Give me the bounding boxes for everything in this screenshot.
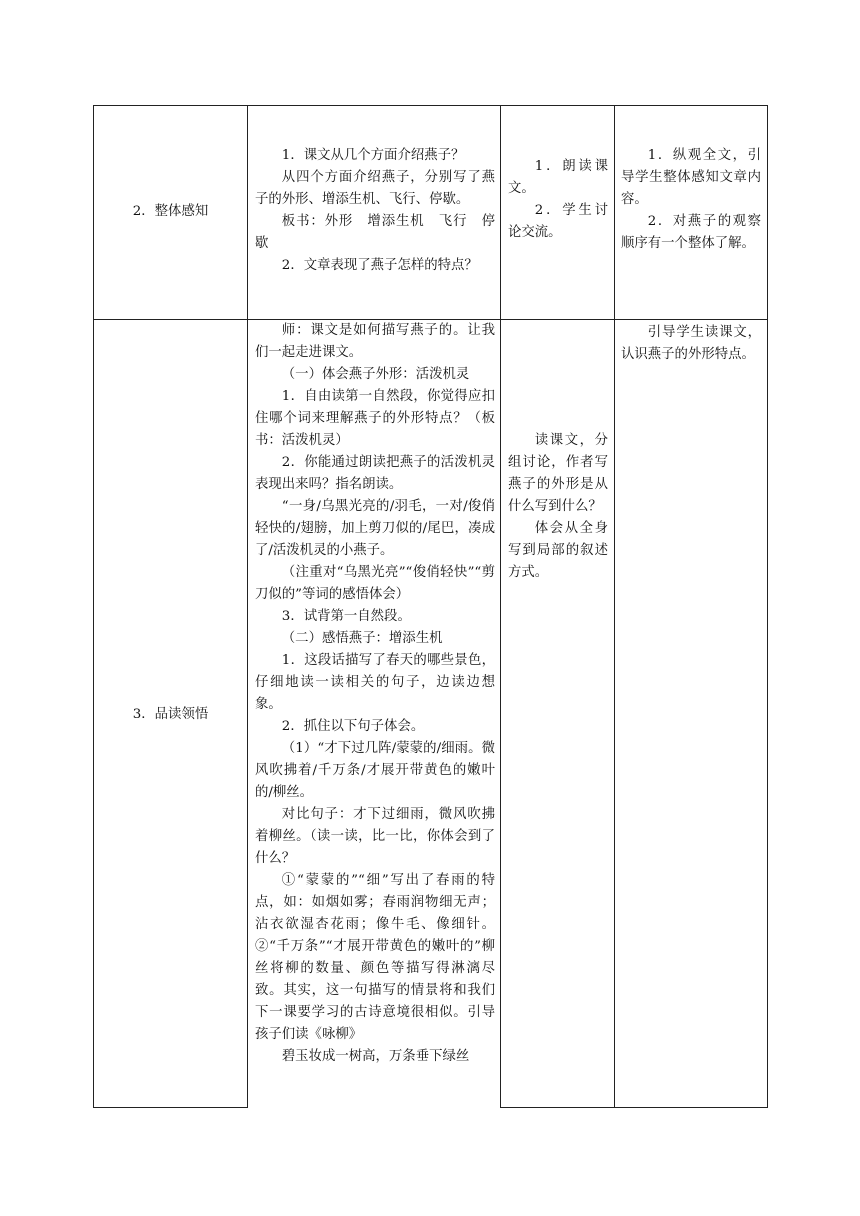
table-border-left <box>93 105 94 1108</box>
teacher-paragraph: 2．抓住以下句子体会。 <box>281 719 425 734</box>
row-1-teacher-activity <box>255 145 495 277</box>
table-col-divider-1 <box>247 105 248 1108</box>
teacher-paragraph: 1．这段话描写了春天的哪些景色，仔细地读一读相关的句子，边读边想象。 <box>255 653 495 712</box>
quoted-passage: “一身/乌黑光亮的/羽毛，一对/俊俏轻快的/翅膀，加上剪刀似的/尾巴，凑成了/活泼机灵的小燕子。 <box>255 499 495 558</box>
row-2-student-activity <box>508 430 608 584</box>
table-border-top <box>93 105 768 106</box>
teacher-paragraph: 1．自由读第一自然段，你觉得应扣住哪个词来理解燕子的外形特点？（板书：活泼机灵） <box>255 389 495 448</box>
section-heading: （二）感悟燕子：增添生机 <box>281 631 443 646</box>
intent-paragraph: 1．纵观全文，引导学生整体感知文章内容。 <box>621 148 761 207</box>
intent-paragraph: 引导学生读课文，认识燕子的外形特点。 <box>621 325 761 362</box>
teacher-paragraph: 1．课文从几个方面介绍燕子？ <box>281 148 465 163</box>
teacher-paragraph: 2．你能通过朗读把燕子的活泼机灵表现出来吗？指名朗读。 <box>255 455 495 492</box>
student-paragraph: 1．朗读课文。 <box>508 159 608 196</box>
table-border-right <box>767 105 768 1108</box>
quoted-passage: （1）“才下过几阵/蒙蒙的/细雨。微风吹拂着/千万条/才展开带黄色的嫩叶的/柳丝。 <box>255 741 495 800</box>
section-heading: （一）体会燕子外形：活泼机灵 <box>281 367 470 382</box>
row-2-design-intent <box>621 322 761 366</box>
table-col-divider-2 <box>500 105 501 1108</box>
intent-paragraph: 2．对燕子的观察顺序有一个整体了解。 <box>621 214 761 251</box>
teacher-paragraph: ①“蒙蒙的”“细”写出了春雨的特点，如：如烟如雾；春雨润物细无声；沾衣欲湿杏花雨；像牛毛、像细针。②“千万条”“才展开带黄色的嫩叶的”柳丝将柳的数量、颜色等描写得淋漓尽致。其实，这一句描写的情景将和我们下一课要学习的古诗意境很相似。引导孩子们读《咏柳》 <box>255 873 495 1042</box>
table-border-bottom-right <box>500 1107 768 1108</box>
teacher-paragraph: 3．试背第一自然段。 <box>281 609 411 624</box>
student-paragraph: 体会从全身写到局部的叙述方式。 <box>508 521 608 580</box>
student-paragraph: 读课文，分组讨论，作者写燕子的外形是从什么写到什么？ <box>508 433 608 514</box>
student-paragraph: 2．学生讨论交流。 <box>508 203 608 240</box>
teacher-paragraph: 师：课文是如何描写燕子的。让我们一起走进课文。 <box>255 323 495 360</box>
teacher-paragraph: （注重对“乌黑光亮”“俊俏轻快”“剪刀似的”等词的感悟体会） <box>255 565 495 602</box>
teacher-paragraph: 从四个方面介绍燕子，分别写了燕子的外形、增添生机、飞行、停歇。 <box>255 170 495 207</box>
table-border-bottom-left <box>93 1107 247 1108</box>
teacher-paragraph: 对比句子：才下过细雨，微风吹拂着柳丝。（读一读，比一比，你体会到了什么？ <box>255 807 495 866</box>
teacher-paragraph: 板书：外形 增添生机 飞行 停歇 <box>255 214 495 251</box>
teacher-paragraph: 2．文章表现了燕子怎样的特点？ <box>281 258 478 273</box>
row-1-student-activity <box>508 156 608 244</box>
row-2-teacher-activity <box>255 320 495 1107</box>
poem-line: 碧玉妆成一树高，万条垂下绿丝 <box>281 1049 470 1064</box>
stage-label: 3．品读领悟 <box>132 707 209 722</box>
row-1-design-intent <box>621 145 761 255</box>
stage-label: 2．整体感知 <box>132 204 209 219</box>
row-2-stage <box>94 704 247 726</box>
table-col-divider-3 <box>614 105 615 1108</box>
row-1-stage <box>94 201 247 223</box>
